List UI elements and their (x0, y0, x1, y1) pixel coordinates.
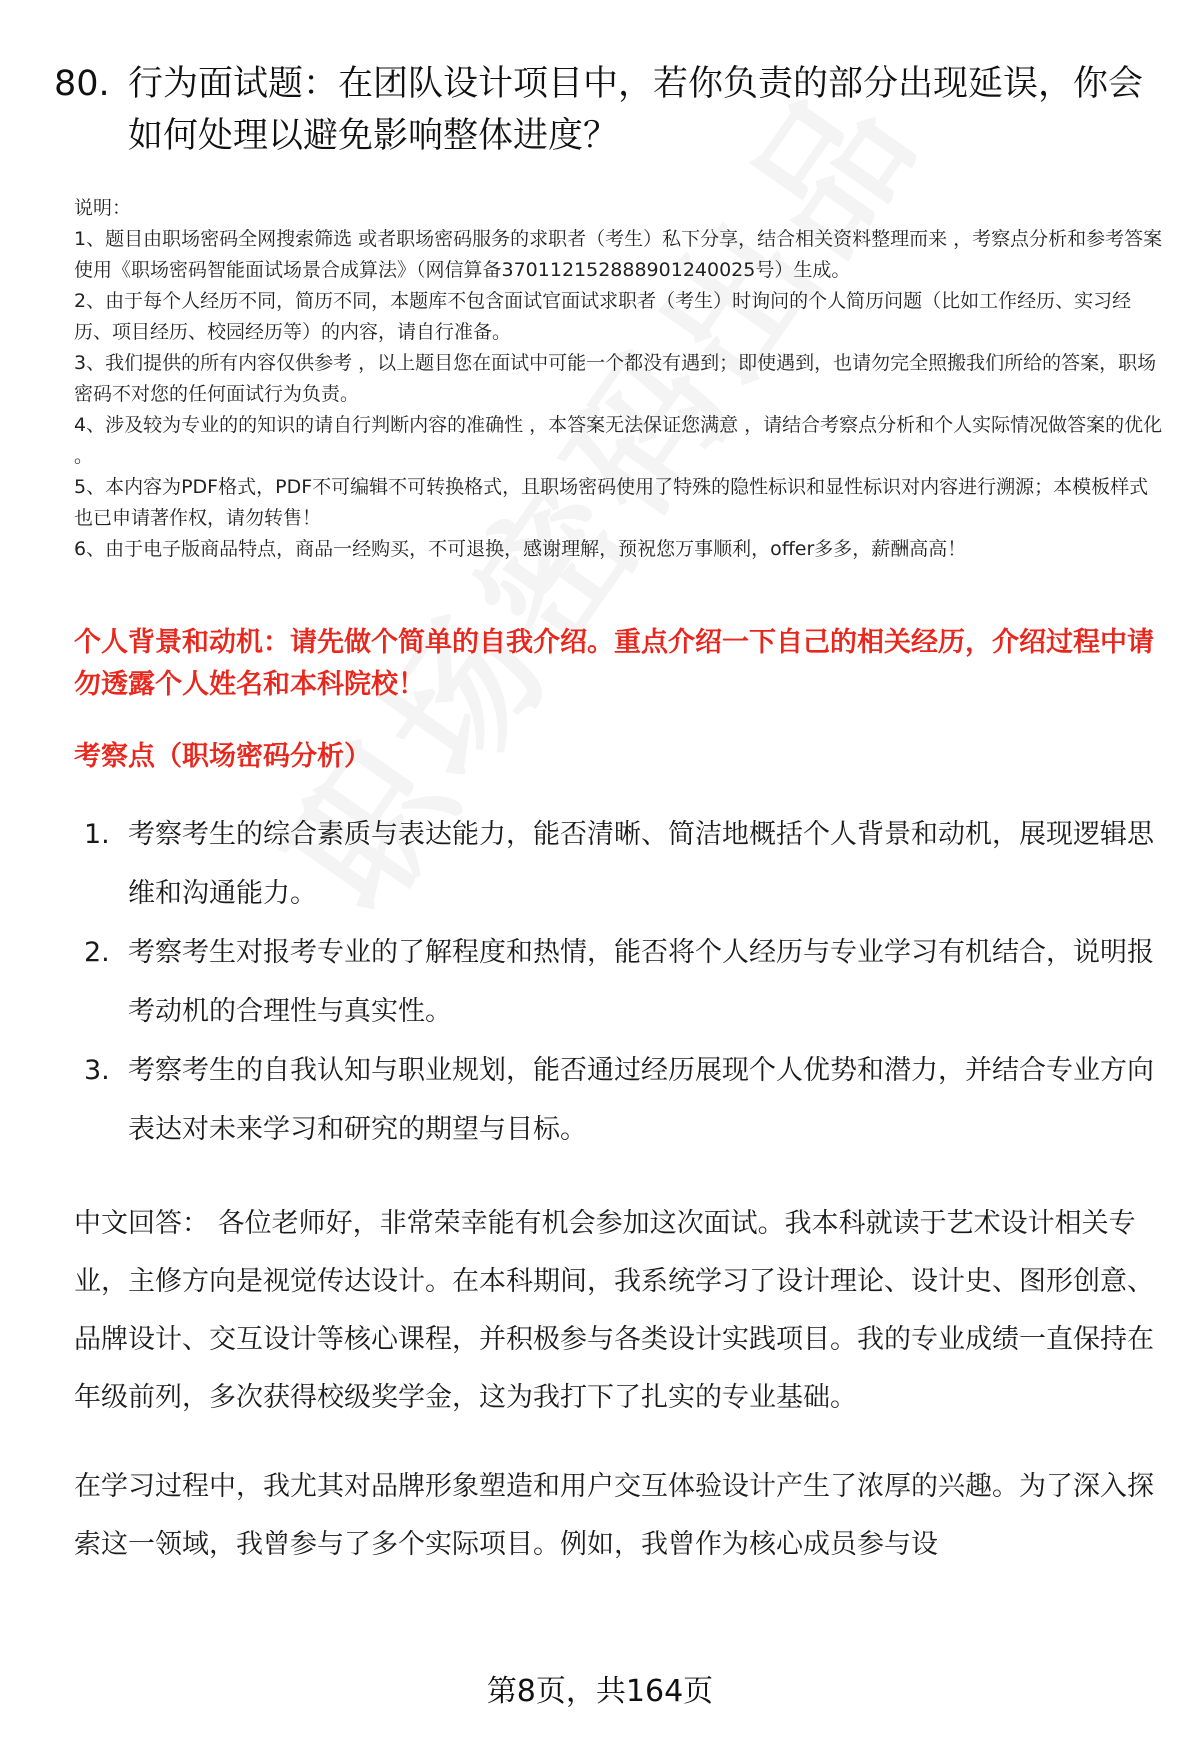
question-title (54, 58, 1154, 162)
page-footer: 第8页，共164页 (486, 1674, 714, 1709)
answer-paragraph: 中文回答： 各位老师好，非常荣幸能有机会参加这次面试。我本科就读于艺术设计相关专业，主修方向是视觉传达设计。在本科期间，我系统学习了设计理论、设计史、图形创意、品牌设计、交互设计等核心课程，并积极参与各类设计实践项目。我的专业成绩一直保持在年级前列，多次获得校级奖学金，这为我打下了扎实的专业基础。 (74, 1208, 1154, 1413)
analysis-point (84, 1041, 1154, 1159)
answer-paragraph: 在学习过程中，我尤其对品牌形象塑造和用户交互体验设计产生了浓厚的兴趣。为了深入探索这一领域，我曾参与了多个实际项目。例如，我曾作为核心成员参与设 (74, 1471, 1154, 1560)
notes-item: 3、我们提供的所有内容仅供参考 ，以上题目您在面试中可能一个都没有遇到；即使遇到，也请勿完全照搬我们所给的答案，职场密码不对您的任何面试行为负责。 (74, 352, 1157, 405)
analysis-point (84, 923, 1154, 1041)
question-number: 80. (54, 64, 110, 104)
notes-item: 4、涉及较为专业的的知识的请自行判断内容的准确性 ，本答案无法保证您满意 ，请结合考察点分析和个人实际情况做答案的优化 。 (74, 414, 1163, 467)
point-text: 考察考生对报考专业的了解程度和热情，能否将个人经历与专业学习有机结合，说明报考动机的合理性与真实性。 (128, 937, 1154, 1027)
point-number: 1. (84, 819, 110, 850)
notes-item: 2、由于每个人经历不同，简历不同，本题库不包含面试官面试求职者（考生）时询问的个人简历问题（比如工作经历、实习经历、项目经历、校园经历等）的内容，请自行准备。 (74, 290, 1132, 343)
interview-question: 个人背景和动机：请先做个简单的自我介绍。重点介绍一下自己的相关经历，介绍过程中请勿透露个人姓名和本科院校！ (74, 627, 1154, 700)
question-text: 行为面试题：在团队设计项目中，若你负责的部分出现延误，你会如何处理以避免影响整体进度？ (128, 64, 1144, 156)
notes-heading: 说明： (74, 197, 132, 219)
answer-section (74, 1195, 1160, 1605)
notes-item: 5、本内容为PDF格式，PDF不可编辑不可转换格式，且职场密码使用了特殊的隐性标识和显性标识对内容进行溯源；本模板样式也已申请著作权，请勿转售！ (74, 476, 1149, 529)
notes-item: 6、由于电子版商品特点，商品一经购买，不可退换，感谢理解，预祝您万事顺利，offer多多，薪酬高高！ (74, 538, 967, 560)
notes-item: 1、题目由职场密码全网搜索筛选 或者职场密码服务的求职者（考生）私下分享，结合相关资料整理而来 ，考察点分析和参考答案使用《职场密码智能面试场景合成算法》（网信算备370112152888901240025号）生成。 (74, 228, 1163, 281)
point-number: 3. (84, 1055, 110, 1086)
analysis-point (84, 805, 1154, 923)
notes-section (74, 193, 1164, 565)
analysis-points (84, 805, 1154, 1159)
point-text: 考察考生的综合素质与表达能力，能否清晰、简洁地概括个人背景和动机，展现逻辑思维和沟通能力。 (128, 819, 1154, 909)
point-number: 2. (84, 937, 110, 968)
analysis-heading: 考察点（职场密码分析） (74, 741, 371, 772)
point-text: 考察考生的自我认知与职业规划，能否通过经历展现个人优势和潜力，并结合专业方向表达对未来学习和研究的期望与目标。 (128, 1055, 1154, 1145)
